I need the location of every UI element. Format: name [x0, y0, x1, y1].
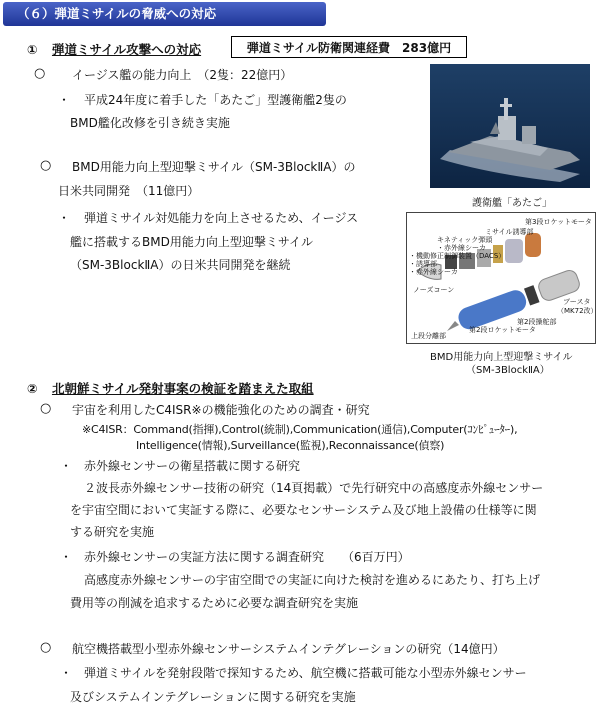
note-line: Intelligence(情報),Surveillance(監視),Reconnaissance(偵察) [136, 439, 445, 452]
label-ir-seeker: ・赤外線シーカ [437, 244, 486, 252]
budget-box: 弾道ミサイル防衛関連経費 283億円 [231, 36, 467, 58]
item-line: 高感度赤外線センサーの宇宙空間での実証に向けた検討を進めるにあたり、打ち上げ [84, 573, 541, 587]
bullet-circle: ○ [40, 640, 52, 655]
item-aircraft: 航空機搭載型小型赤外線センサーシステムインテグレーションの研究（14億円） [72, 642, 505, 656]
bullet-circle: ○ [40, 401, 52, 416]
section1-number: ① [27, 42, 38, 57]
section1-heading [27, 40, 201, 58]
diagram-caption: BMD用能力向上型迎撃ミサイル [430, 352, 573, 363]
label-dacs: ・機動修正制御装置（DACS） [409, 252, 506, 260]
label-guidance: ミサイル誘導部 [485, 228, 534, 236]
bullet-dot: ・ [58, 93, 71, 107]
item-line: 艦に搭載するBMD用能力向上型迎撃ミサイル [70, 235, 313, 249]
item-line: 弾道ミサイルを発射段階で探知するため、航空機に搭載可能な小型赤外線センサー [84, 666, 527, 680]
item-line: する研究を実施 [70, 525, 155, 539]
label-separation: 上段分離部 [411, 332, 446, 340]
bullet-circle: ○ [40, 158, 52, 173]
item-line: （SM-3BlockⅡA）の日米共同開発を継続 [70, 258, 291, 272]
item-aegis: イージス艦の能力向上 （2隻：22億円） [72, 68, 293, 82]
item-sm3: BMD用能力向上型迎撃ミサイル（SM-3BlockⅡA）の [72, 160, 356, 174]
item-line: ２波長赤外線センサー技術の研究（14頁掲載）で先行研究中の高感度赤外線センサー [84, 481, 544, 495]
diagram-caption-2: （SM-3BlockⅡA） [466, 365, 550, 376]
bullet-circle: ○ [34, 66, 46, 81]
label-kinetic: キネティック弾頭 [437, 236, 493, 244]
label-3rd-stage: 第3段ロケットモータ [525, 218, 592, 226]
item-line: 日米共同開発 （11億円） [58, 184, 200, 198]
section2-heading [27, 379, 314, 397]
item-c4isr: 宇宙を利用したC4ISR※の機能強化のための調査・研究 [72, 403, 370, 417]
note-line: ※C4ISR：Command(指揮),Control(統制),Communication(通信),Computer(ｺﾝﾋﾟｭｰﾀｰ), [82, 423, 518, 436]
label-mk72: （MK72改） [557, 307, 598, 315]
item-line: BMD艦化改修を引き続き実施 [70, 116, 230, 130]
missile-diagram [406, 212, 596, 344]
item-line: 平成24年度に着手した「あたご」型護衛艦2隻の [84, 93, 347, 107]
item-line: 赤外線センサーの衛星搭載に関する研究 [84, 459, 301, 473]
section1-title: 弾道ミサイル攻撃への対応 [51, 42, 202, 57]
item-line: 費用等の削減を追求するために必要な調査研究を実施 [70, 596, 359, 610]
item-line: を宇宙空間において実証する際に、必要なセンサーシステム及び地上設備の仕様等に関 [70, 503, 537, 517]
item-line: 及びシステムインテグレーションに関する研究を実施 [70, 690, 356, 704]
bullet-dot: ・ [60, 459, 73, 473]
bullet-dot: ・ [60, 666, 73, 680]
ship-photo [430, 64, 590, 188]
label-booster: ブースタ [563, 298, 591, 306]
page-title: （６）弾道ミサイルの脅威への対応 [3, 2, 326, 26]
section2-number: ② [27, 381, 38, 396]
item-line: 赤外線センサーの実証方法に関する調査研究 （6百万円） [84, 550, 410, 564]
label-ir-seeker-2: ・赤外線シーカ [409, 268, 458, 276]
label-guidance-part: ・誘導部 [409, 260, 437, 268]
label-nose-cone: ノーズコーン [413, 286, 455, 294]
label-2nd-steer: 第2段操舵部 [517, 318, 557, 326]
label-2nd-motor: 第2段ロケットモータ [469, 326, 536, 334]
bullet-dot: ・ [58, 211, 71, 225]
bullet-dot: ・ [60, 550, 73, 564]
ship-caption: 護衛艦「あたご」 [472, 198, 552, 209]
section2-title: 北朝鮮ミサイル発射事案の検証を踏まえた取組 [51, 381, 314, 396]
item-line: 弾道ミサイル対処能力を向上させるため、イージス [84, 211, 359, 225]
